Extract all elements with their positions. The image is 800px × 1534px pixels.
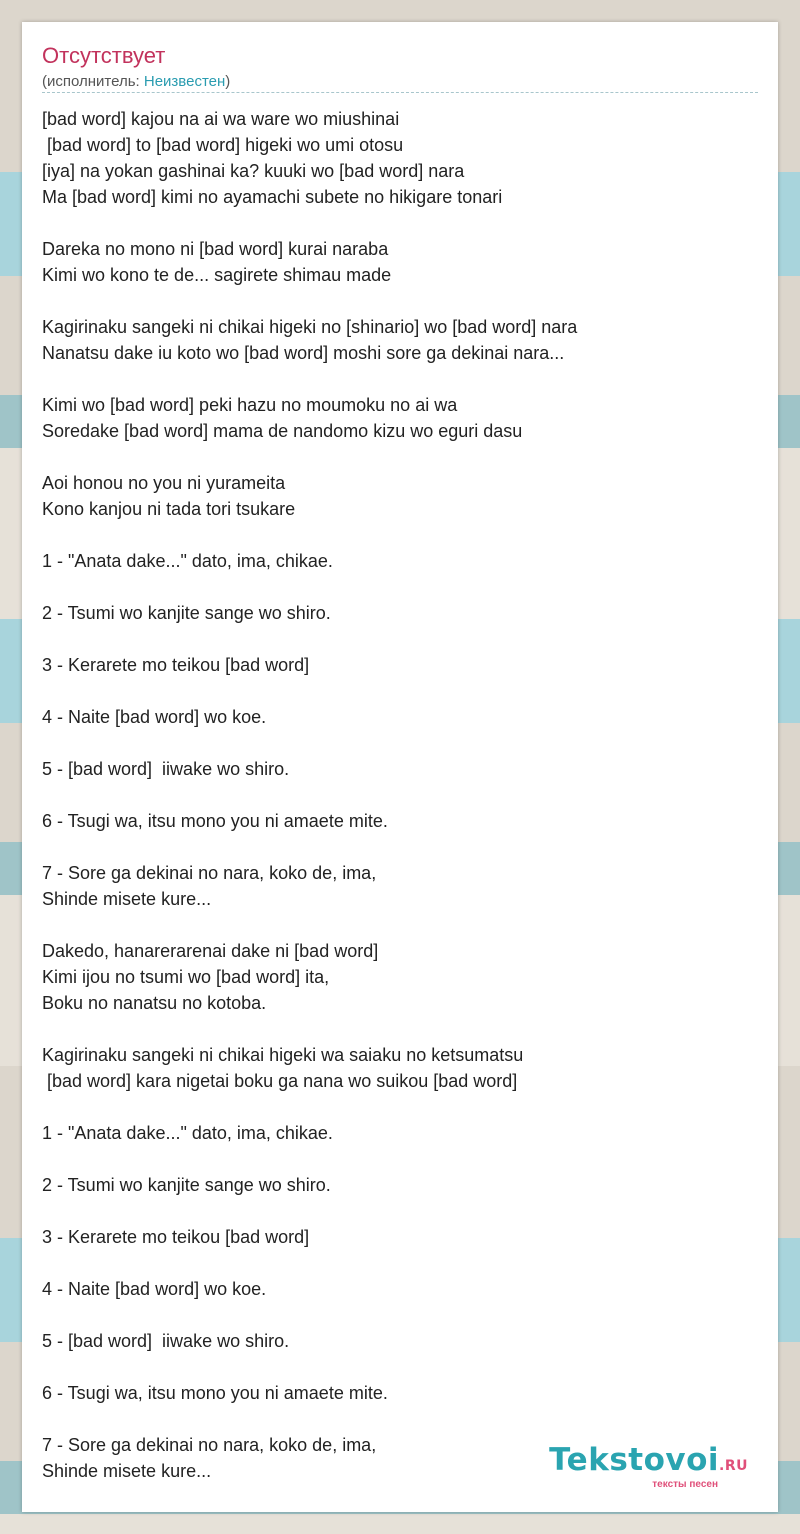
- logo-tagline: тексты песен: [652, 1479, 718, 1490]
- artist-link[interactable]: Неизвестен: [143, 73, 226, 90]
- artist-suffix: ): [225, 73, 231, 90]
- header-divider: [42, 92, 758, 93]
- site-logo[interactable]: [549, 1444, 748, 1490]
- logo-tld: .RU: [719, 1458, 748, 1474]
- artist-line: [42, 73, 230, 91]
- logo-name: Tekstovoi: [549, 1442, 720, 1478]
- lyrics-text: [bad word] kajou na ai wa ware wo miushinai [bad word] to [bad word] higeki wo umi otosu [iya] na yokan gashinai ka? kuuki wo [bad word] nara Ma [bad word] kimi no ayamachi subete no hikigare tonari Dareka no mono ni [bad word] kurai naraba Kimi wo kono te de... sagirete shimau made Kagirinaku sangeki ni chikai higeki no [shinario] wo [bad word] nara Nanatsu dake iu koto wo [bad word] moshi sore ga dekinai nara... Kimi wo [bad word] peki hazu no moumoku no ai wa Soredake [bad word] mama de nandomo kizu wo eguri dasu Aoi honou no you ni yurameita Kono kanjou ni tada tori tsukare 1 - "Anata dake..." dato, ima, chikae. 2 - Tsumi wo kanjite sange wo shiro. 3 - Kerarete mo teikou [bad word] 4 - Naite [bad word] wo koe. 5 - [bad word] iiwake wo shiro. 6 - Tsugi wa, itsu mono you ni amaete mite. 7 - Sore ga dekinai no nara, koko de, ima, Shinde misete kure... Dakedo, hanarerarenai dake ni [bad word] Kimi ijou no tsumi wo [bad word] ita, Boku no nanatsu no kotoba. Kagirinaku sangeki ni chikai higeki wa saiaku no ketsumatsu [bad word] kara nigetai boku ga nana wo suikou [bad word] 1 - "Anata dake..." dato, ima, chikae. 2 - Tsumi wo kanjite sange wo shiro. 3 - Kerarete mo teikou [bad word] 4 - Naite [bad word] wo koe. 5 - [bad word] iiwake wo shiro. 6 - Tsugi wa, itsu mono you ni amaete mite. 7 - Sore ga dekinai no nara, koko de, ima, Shinde misete kure...: [42, 109, 578, 1481]
- song-title: Отсутствует: [42, 43, 166, 68]
- lyrics-card: [22, 22, 778, 1512]
- artist-prefix: (исполнитель:: [42, 73, 144, 90]
